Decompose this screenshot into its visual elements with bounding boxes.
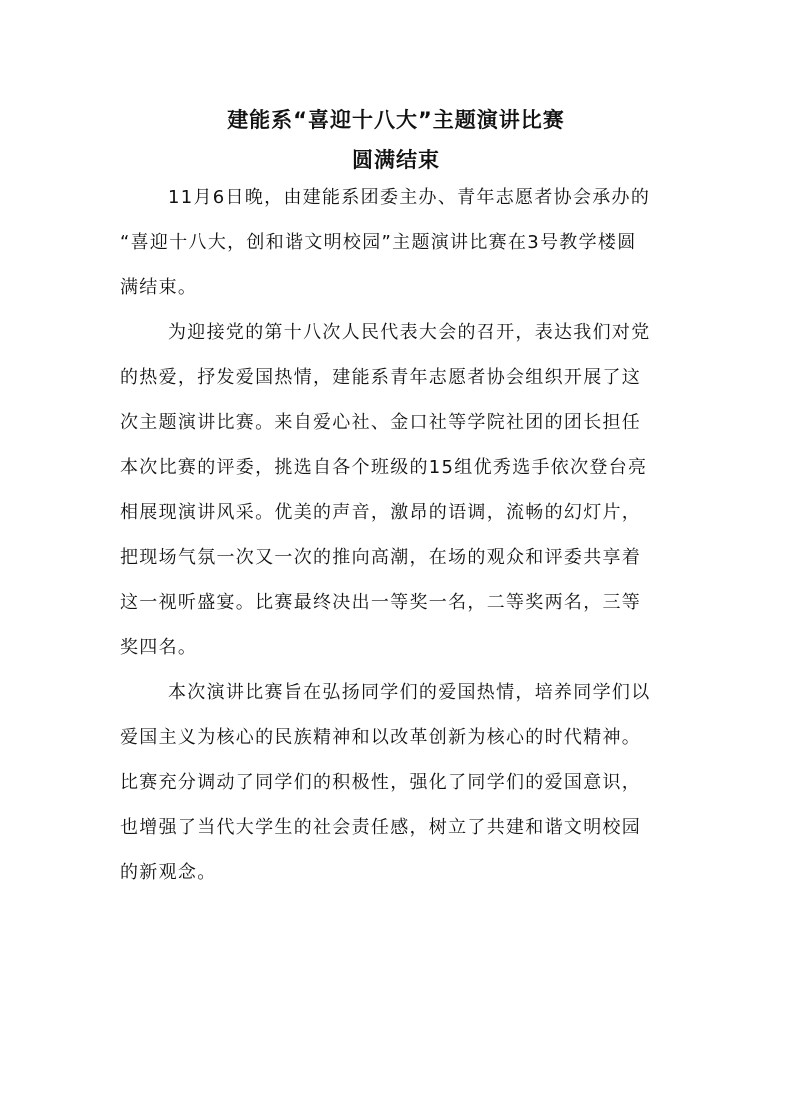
paragraph-3-line-1: 本次演讲比赛旨在弘扬同学们的爱国热情，培养同学们以 — [168, 682, 651, 703]
paragraph-2-line-4: 本次比赛的评委，挑选自各个班级的15组优秀选手依次登台亮 — [120, 457, 648, 478]
paragraph-1-line-1: 11月6日晚，由建能系团委主办、青年志愿者协会承办的 — [168, 187, 651, 208]
paragraph-1-line-3: 满结束。 — [120, 277, 198, 298]
paragraph-2-line-1: 为迎接党的第十八次人民代表大会的召开，表达我们对党 — [168, 322, 651, 343]
paragraph-2-line-8: 奖四名。 — [120, 637, 198, 658]
paragraph-3-line-5: 的新观念。 — [120, 862, 217, 883]
paragraph-3-line-2: 爱国主义为核心的民族精神和以改革创新为核心的时代精神。 — [120, 727, 642, 748]
document-subtitle: 圆满结束 — [352, 148, 440, 172]
paragraph-2-line-2: 的热爱，抒发爱国热情，建能系青年志愿者协会组织开展了这 — [120, 367, 642, 388]
paragraph-2-line-6: 把现场气氛一次又一次的推向高潮，在场的观众和评委共享着 — [120, 547, 642, 568]
paragraph-1-line-2: “喜迎十八大，创和谐文明校园”主题演讲比赛在3号教学楼圆 — [120, 232, 637, 253]
document-title: 建能系“喜迎十八大”主题演讲比赛 — [227, 108, 565, 132]
paragraph-2-line-5: 相展现演讲风采。优美的声音，激昂的语调，流畅的幻灯片， — [120, 502, 642, 523]
paragraph-3-line-3: 比赛充分调动了同学们的积极性，强化了同学们的爱国意识， — [120, 772, 642, 793]
paragraph-2-line-3: 次主题演讲比赛。来自爱心社、金口社等学院社团的团长担任 — [120, 412, 642, 433]
paragraph-3-line-4: 也增强了当代大学生的社会责任感，树立了共建和谐文明校园 — [120, 817, 642, 838]
paragraph-2-line-7: 这一视听盛宴。比赛最终决出一等奖一名，二等奖两名，三等 — [120, 592, 642, 613]
